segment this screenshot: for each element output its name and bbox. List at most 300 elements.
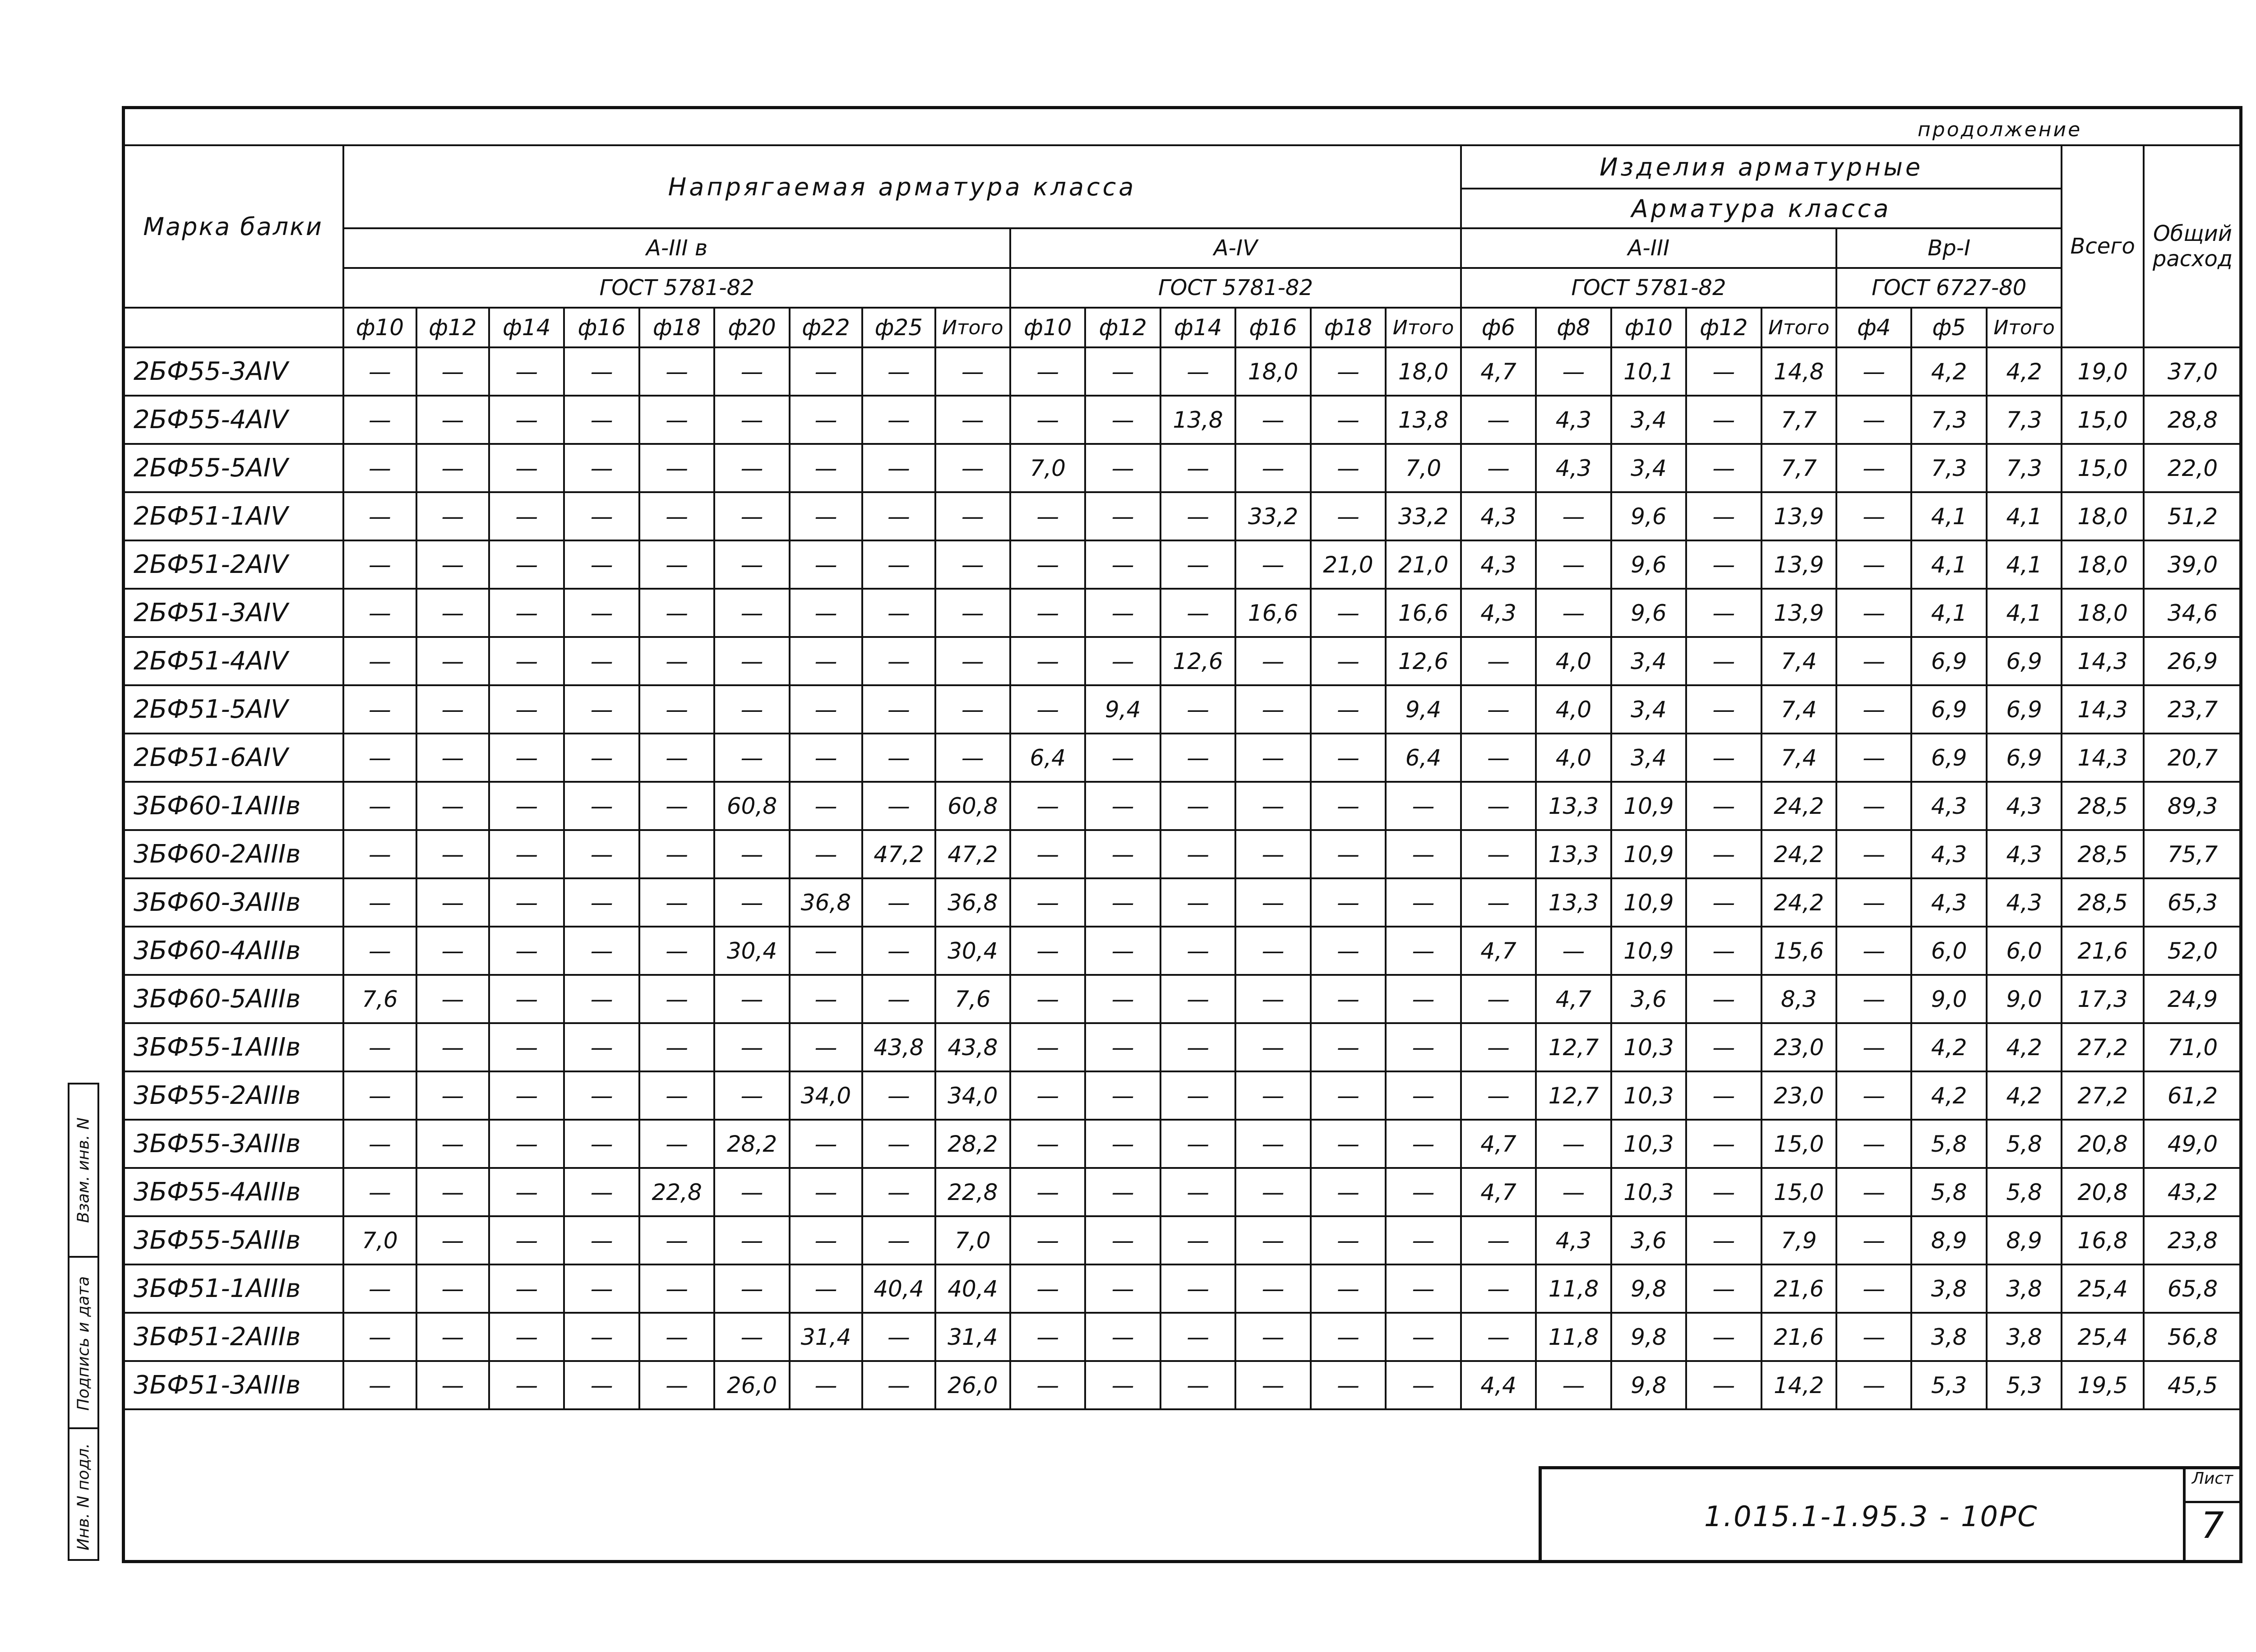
table-cell: 4,3 [1461, 492, 1536, 540]
table-row [123, 444, 2242, 492]
beam-mark: 3БФ60-2АIIIв [123, 830, 343, 878]
table-cell: 52,0 [2144, 927, 2242, 975]
table-cell: — [1235, 975, 1310, 1023]
table-cell: 12,6 [1160, 637, 1235, 685]
table-cell: — [416, 830, 489, 878]
table-cell: 14,2 [1761, 1361, 1836, 1409]
table-cell: 65,8 [2144, 1264, 2242, 1313]
table-cell: 3,4 [1611, 396, 1686, 444]
table-cell: — [790, 975, 862, 1023]
table-cell: — [1010, 830, 1085, 878]
table-cell: — [862, 734, 935, 782]
table-cell: — [1235, 878, 1310, 927]
table-cell: — [1085, 830, 1160, 878]
side-cell-podpis [69, 1256, 97, 1427]
table-cell: — [1235, 1216, 1310, 1264]
table-cell: — [343, 396, 416, 444]
beam-mark: 2БФ51-6АIV [123, 734, 343, 782]
table-cell: 7,9 [1761, 1216, 1836, 1264]
table-cell: 56,8 [2144, 1313, 2242, 1361]
table-cell: 28,2 [935, 1120, 1010, 1168]
table-cell: 13,3 [1536, 878, 1611, 927]
table-cell: — [1085, 1361, 1160, 1409]
table-cell: 9,8 [1611, 1264, 1686, 1313]
table-cell: — [714, 492, 789, 540]
table-cell: — [1235, 540, 1310, 589]
header-class-a3: А-III [1461, 228, 1836, 268]
table-cell: — [1235, 830, 1310, 878]
table-cell: 4,3 [1911, 830, 1986, 878]
table-cell: — [790, 782, 862, 830]
table-cell: — [1160, 1264, 1235, 1313]
header-class-bp1: Вр-I [1836, 228, 2062, 268]
table-cell: — [1311, 830, 1386, 878]
table-cell: — [790, 830, 862, 878]
table-cell: — [416, 637, 489, 685]
table-cell: — [1010, 1120, 1085, 1168]
table-cell: — [1836, 589, 1911, 637]
table-cell: — [935, 734, 1010, 782]
table-cell: — [1836, 975, 1911, 1023]
table-cell: — [564, 347, 639, 396]
table-cell: — [1010, 637, 1085, 685]
table-cell: — [1085, 492, 1160, 540]
table-cell: — [1085, 975, 1160, 1023]
table-row [123, 685, 2242, 734]
table-cell: — [416, 1361, 489, 1409]
table-cell: 4,0 [1536, 637, 1611, 685]
table-cell: 13,3 [1536, 830, 1611, 878]
table-cell: 3,4 [1611, 734, 1686, 782]
table-cell: — [343, 589, 416, 637]
table-cell: — [714, 830, 789, 878]
table-row [123, 1120, 2242, 1168]
table-cell: — [790, 1023, 862, 1071]
table-cell: — [1461, 1264, 1536, 1313]
table-row [123, 1023, 2242, 1071]
table-cell: — [343, 782, 416, 830]
table-cell: — [714, 444, 789, 492]
table-cell: 4,3 [1911, 782, 1986, 830]
table-cell: — [1010, 1313, 1085, 1361]
table-cell: 9,4 [1386, 685, 1461, 734]
table-cell: — [714, 1023, 789, 1071]
table-cell: — [1311, 347, 1386, 396]
table-cell: — [1085, 1216, 1160, 1264]
table-cell: — [1235, 1264, 1310, 1313]
table-cell: 7,3 [1987, 396, 2062, 444]
table-cell: — [1085, 347, 1160, 396]
table-cell: — [1085, 734, 1160, 782]
header-vsego: Всего [2062, 145, 2144, 347]
table-cell: 6,9 [1987, 637, 2062, 685]
table-cell: — [639, 1120, 714, 1168]
table-row [123, 782, 2242, 830]
table-cell: — [935, 685, 1010, 734]
table-cell: — [489, 975, 564, 1023]
table-cell: — [1536, 540, 1611, 589]
table-cell: 4,1 [1911, 589, 1986, 637]
table-cell: 7,4 [1761, 734, 1836, 782]
beam-mark: 3БФ55-4АIIIв [123, 1168, 343, 1216]
table-cell: 7,7 [1761, 444, 1836, 492]
table-cell: — [1536, 347, 1611, 396]
table-cell: — [714, 396, 789, 444]
table-cell: 10,3 [1611, 1120, 1686, 1168]
table-cell: — [416, 878, 489, 927]
header-diameter-bp1-0: ф4 [1836, 308, 1911, 347]
table-cell: 14,3 [2062, 685, 2144, 734]
table-cell: — [1010, 782, 1085, 830]
table-cell: — [1010, 492, 1085, 540]
table-cell: 4,3 [1911, 878, 1986, 927]
table-cell: — [564, 1216, 639, 1264]
table-cell: — [416, 1168, 489, 1216]
table-cell: — [1311, 1313, 1386, 1361]
table-cell: — [1311, 589, 1386, 637]
table-cell: 13,8 [1386, 396, 1461, 444]
table-cell: — [714, 1313, 789, 1361]
table-cell: — [416, 685, 489, 734]
table-cell: — [1085, 878, 1160, 927]
table-cell: — [1461, 685, 1536, 734]
table-cell: 12,6 [1386, 637, 1461, 685]
continuation-label: продолжение [1918, 118, 2082, 141]
table-cell: — [489, 444, 564, 492]
header-diameter-a3v-6: ф22 [790, 308, 862, 347]
table-row [123, 1361, 2242, 1409]
table-cell: — [862, 1071, 935, 1120]
table-cell: — [1311, 878, 1386, 927]
table-cell: 27,2 [2062, 1071, 2144, 1120]
table-cell: 43,8 [862, 1023, 935, 1071]
beam-mark: 3БФ55-1АIIIв [123, 1023, 343, 1071]
table-cell: — [564, 1264, 639, 1313]
table-cell: — [1836, 540, 1911, 589]
table-cell: 4,3 [1461, 589, 1536, 637]
table-cell: — [1686, 396, 1761, 444]
table-cell: 60,8 [714, 782, 789, 830]
table-cell: 49,0 [2144, 1120, 2242, 1168]
table-cell: — [343, 1023, 416, 1071]
table-cell: 3,6 [1611, 1216, 1686, 1264]
table-cell: 33,2 [1386, 492, 1461, 540]
table-cell: 6,4 [1010, 734, 1085, 782]
table-cell: — [1311, 734, 1386, 782]
table-cell: — [416, 396, 489, 444]
table-cell: 28,5 [2062, 830, 2144, 878]
table-cell: 10,9 [1611, 927, 1686, 975]
table-cell: — [1235, 1120, 1310, 1168]
header-diameter-a3-2: ф10 [1611, 308, 1686, 347]
table-cell: — [1010, 1071, 1085, 1120]
table-row [123, 1216, 2242, 1264]
table-cell: — [639, 1361, 714, 1409]
table-cell: 24,2 [1761, 878, 1836, 927]
table-cell: 3,8 [1987, 1313, 2062, 1361]
table-cell: — [416, 1264, 489, 1313]
table-cell: — [790, 1264, 862, 1313]
table-cell: 71,0 [2144, 1023, 2242, 1071]
table-cell: — [1160, 1023, 1235, 1071]
table-cell: — [489, 637, 564, 685]
table-cell: — [1686, 878, 1761, 927]
table-cell: 28,5 [2062, 878, 2144, 927]
table-cell: — [343, 878, 416, 927]
table-cell: — [343, 347, 416, 396]
table-cell: — [1085, 927, 1160, 975]
table-cell: — [639, 1264, 714, 1313]
table-cell: — [1836, 637, 1911, 685]
table-cell: 5,8 [1911, 1168, 1986, 1216]
header-row-3 [123, 228, 2242, 268]
table-cell: — [1160, 492, 1235, 540]
table-cell: 7,0 [1010, 444, 1085, 492]
table-cell: — [1010, 1168, 1085, 1216]
table-cell: — [714, 589, 789, 637]
table-cell: — [1311, 396, 1386, 444]
table-cell: — [862, 927, 935, 975]
table-cell: 4,3 [1987, 782, 2062, 830]
table-cell: 8,3 [1761, 975, 1836, 1023]
header-diameter-a3-1: ф8 [1536, 308, 1611, 347]
table-cell: — [639, 540, 714, 589]
table-cell: — [343, 1361, 416, 1409]
table-cell: — [564, 734, 639, 782]
table-cell: — [1536, 927, 1611, 975]
table-cell: 18,0 [2062, 492, 2144, 540]
table-cell: — [1311, 1361, 1386, 1409]
table-cell: 13,9 [1761, 540, 1836, 589]
table-cell: — [639, 782, 714, 830]
table-cell: — [639, 1313, 714, 1361]
table-cell: 5,3 [1987, 1361, 2062, 1409]
table-cell: 7,0 [1386, 444, 1461, 492]
beam-mark: 2БФ51-3АIV [123, 589, 343, 637]
side-label-vzam: Взам. инв. N [74, 1117, 93, 1223]
table-cell: — [1461, 1313, 1536, 1361]
table-cell: 9,6 [1611, 540, 1686, 589]
table-cell: 5,8 [1987, 1120, 2062, 1168]
table-cell: — [1386, 782, 1461, 830]
table-cell: — [1686, 492, 1761, 540]
table-cell: 10,9 [1611, 830, 1686, 878]
table-cell: — [1686, 685, 1761, 734]
header-class-a3v: А-III в [343, 228, 1010, 268]
table-cell: — [343, 1120, 416, 1168]
table-cell: — [1686, 347, 1761, 396]
table-cell: — [1386, 1168, 1461, 1216]
table-cell: 5,8 [1911, 1120, 1986, 1168]
table-cell: — [862, 782, 935, 830]
table-cell: — [862, 878, 935, 927]
table-cell: — [564, 782, 639, 830]
table-cell: — [1461, 878, 1536, 927]
table-cell: 51,2 [2144, 492, 2242, 540]
table-cell: — [1311, 444, 1386, 492]
header-class-a4: А-IV [1010, 228, 1461, 268]
table-cell: 43,8 [935, 1023, 1010, 1071]
table-cell: — [564, 975, 639, 1023]
table-cell: — [416, 1313, 489, 1361]
table-cell: — [416, 927, 489, 975]
table-cell: — [1235, 1361, 1310, 1409]
table-cell: — [1461, 1071, 1536, 1120]
table-cell: — [1836, 685, 1911, 734]
table-cell: 61,2 [2144, 1071, 2242, 1120]
table-cell: — [1686, 1023, 1761, 1071]
table-cell: — [714, 1216, 789, 1264]
beam-mark: 2БФ51-4АIV [123, 637, 343, 685]
beam-mark: 2БФ55-5АIV [123, 444, 343, 492]
table-cell: — [639, 878, 714, 927]
table-cell: — [489, 1168, 564, 1216]
table-cell: 25,4 [2062, 1313, 2144, 1361]
title-block [1539, 1466, 2242, 1563]
table-cell: 15,0 [1761, 1168, 1836, 1216]
table-cell: — [416, 540, 489, 589]
header-diameter-row [123, 308, 2242, 347]
table-cell: — [862, 1216, 935, 1264]
table-cell: 28,8 [2144, 396, 2242, 444]
table-cell: — [1386, 878, 1461, 927]
table-cell: — [1010, 975, 1085, 1023]
table-cell: 40,4 [862, 1264, 935, 1313]
table-cell: 3,4 [1611, 444, 1686, 492]
table-cell: 9,0 [1911, 975, 1986, 1023]
table-cell: — [935, 589, 1010, 637]
table-cell: 7,3 [1987, 444, 2062, 492]
table-cell: 24,9 [2144, 975, 2242, 1023]
table-cell: — [1386, 1361, 1461, 1409]
table-cell: — [1461, 734, 1536, 782]
table-cell: 4,1 [1987, 492, 2062, 540]
table-cell: — [416, 734, 489, 782]
table-cell: — [564, 540, 639, 589]
table-cell: — [790, 396, 862, 444]
table-cell: — [1836, 878, 1911, 927]
table-cell: — [639, 444, 714, 492]
table-cell: 6,0 [1911, 927, 1986, 975]
table-cell: — [862, 589, 935, 637]
table-cell: — [489, 1216, 564, 1264]
table-cell: 4,2 [1987, 347, 2062, 396]
table-cell: — [1836, 1313, 1911, 1361]
table-cell: 10,9 [1611, 782, 1686, 830]
table-cell: — [1085, 782, 1160, 830]
table-cell: 4,7 [1461, 927, 1536, 975]
side-stamp [68, 1083, 122, 1561]
table-cell: 7,0 [343, 1216, 416, 1264]
header-products: Изделия арматурные [1461, 145, 2062, 189]
table-cell: — [1536, 1168, 1611, 1216]
table-cell: — [1311, 685, 1386, 734]
table-cell: — [1686, 1071, 1761, 1120]
table-cell: — [1160, 1120, 1235, 1168]
header-diameter-a3v-5: ф20 [714, 308, 789, 347]
table-cell: — [489, 1071, 564, 1120]
table-cell: 34,0 [790, 1071, 862, 1120]
sheet-box [2183, 1469, 2239, 1560]
table-cell: 3,8 [1911, 1313, 1986, 1361]
table-cell: 40,4 [935, 1264, 1010, 1313]
table-cell: — [790, 637, 862, 685]
table-cell: — [1686, 782, 1761, 830]
table-cell: 6,9 [1987, 734, 2062, 782]
table-cell: 18,0 [2062, 540, 2144, 589]
table-cell: — [862, 1313, 935, 1361]
table-cell: 22,8 [935, 1168, 1010, 1216]
table-cell: 9,4 [1085, 685, 1160, 734]
table-cell: — [1010, 878, 1085, 927]
table-cell: — [489, 396, 564, 444]
table-cell: 9,8 [1611, 1313, 1686, 1361]
table-cell: 10,3 [1611, 1071, 1686, 1120]
table-cell: — [1836, 396, 1911, 444]
table-cell: 5,8 [1987, 1168, 2062, 1216]
table-cell: 26,9 [2144, 637, 2242, 685]
table-cell: — [714, 1071, 789, 1120]
table-cell: — [790, 685, 862, 734]
table-cell: — [1386, 1120, 1461, 1168]
table-cell: — [1235, 1023, 1310, 1071]
table-cell: — [1686, 637, 1761, 685]
table-cell: 19,5 [2062, 1361, 2144, 1409]
table-cell: 6,0 [1987, 927, 2062, 975]
table-row [123, 878, 2242, 927]
table-cell: 28,2 [714, 1120, 789, 1168]
table-row [123, 1168, 2242, 1216]
table-cell: 22,0 [2144, 444, 2242, 492]
table-cell: — [714, 347, 789, 396]
table-cell: — [1160, 1361, 1235, 1409]
beam-mark: 2БФ55-3АIV [123, 347, 343, 396]
table-row [123, 492, 2242, 540]
table-cell: — [343, 540, 416, 589]
header-diameter-a3v-2: ф14 [489, 308, 564, 347]
header-row-4 [123, 268, 2242, 308]
header-diameter-a3v-3: ф16 [564, 308, 639, 347]
table-cell: — [1235, 396, 1310, 444]
table-cell: 7,3 [1911, 396, 1986, 444]
table-cell: 10,1 [1611, 347, 1686, 396]
table-cell: — [1461, 782, 1536, 830]
table-cell: 30,4 [714, 927, 789, 975]
table-cell: — [1085, 1023, 1160, 1071]
table-cell: — [489, 927, 564, 975]
table-cell: 21,0 [1386, 540, 1461, 589]
table-cell: 4,2 [1987, 1023, 2062, 1071]
table-cell: — [1836, 1120, 1911, 1168]
table-cell: — [639, 1071, 714, 1120]
table-cell: 4,4 [1461, 1361, 1536, 1409]
table-cell: 75,7 [2144, 830, 2242, 878]
header-prestressed: Напрягаемая арматура класса [343, 145, 1461, 228]
table-cell: 6,9 [1911, 685, 1986, 734]
table-cell: — [1085, 589, 1160, 637]
table-cell: — [714, 637, 789, 685]
table-cell: — [1461, 444, 1536, 492]
side-label-podpis: Подпись и дата [74, 1276, 93, 1411]
table-cell: 37,0 [2144, 347, 2242, 396]
table-cell: 26,0 [714, 1361, 789, 1409]
table-cell: — [343, 1071, 416, 1120]
table-cell: — [1836, 1071, 1911, 1120]
table-cell: — [1386, 1023, 1461, 1071]
table-cell: — [1461, 975, 1536, 1023]
side-cell-inv [69, 1427, 97, 1563]
table-cell: 16,6 [1235, 589, 1310, 637]
